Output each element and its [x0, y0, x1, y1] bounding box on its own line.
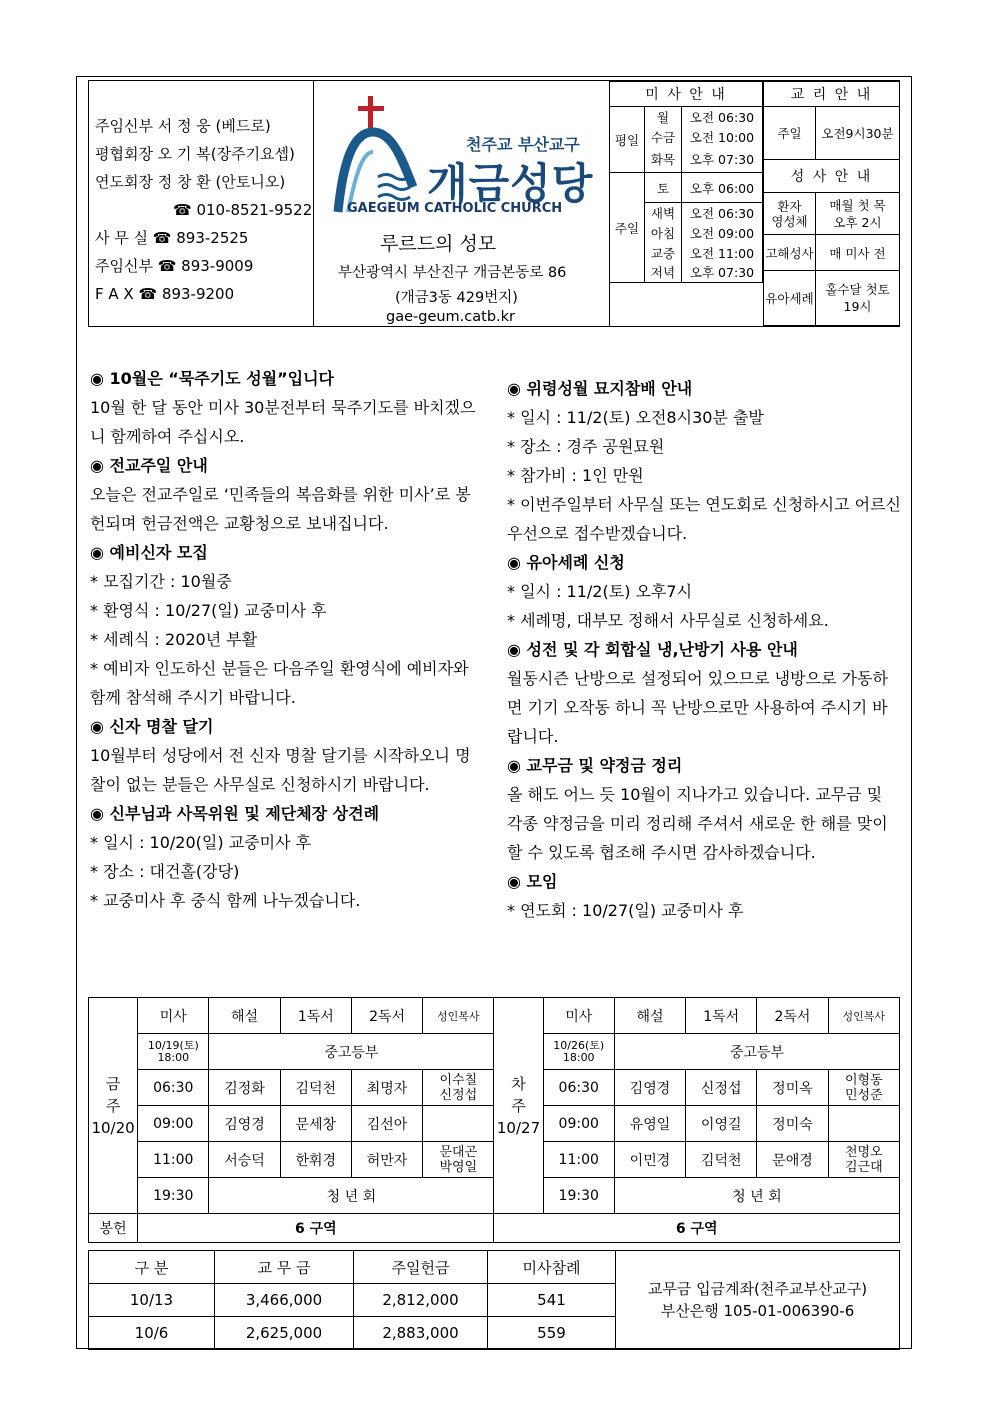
- minister-name: 문애경: [757, 1142, 828, 1178]
- left-column: [90, 364, 485, 915]
- minister-name: 유영일: [614, 1106, 685, 1142]
- col-header: 미사참례: [488, 1251, 616, 1284]
- council-line: 평협회장 오 기 복(장주기요셉): [95, 145, 295, 163]
- address-line1: 부산광역시 부산진구 개금본동로 86: [338, 265, 567, 281]
- minister-name: 김영경: [614, 1070, 685, 1106]
- weekday-label: 평일: [610, 107, 645, 173]
- account-number: 부산은행 105-01-006390-6: [660, 1302, 855, 1320]
- offering-table: [88, 1250, 900, 1350]
- minister-name: 신정섭: [686, 1070, 757, 1106]
- sacrament-name: 유아세례: [764, 271, 816, 326]
- sunday-day: 새벽: [645, 203, 682, 223]
- minister-name: 최명자: [351, 1070, 422, 1106]
- minister-name: 김덕천: [686, 1142, 757, 1178]
- col-header: 해설: [209, 998, 280, 1034]
- notice-item: * 일시 : 11/2(토) 오후7시: [507, 582, 693, 601]
- address-line2: (개금3동 429번지): [395, 290, 518, 306]
- catechism-day: 주일: [764, 107, 816, 160]
- col-header: 교 무 금: [215, 1251, 354, 1284]
- pastor-line: 주임신부 서 정 웅 (베드로): [95, 117, 271, 135]
- evening-group: 청 년 회: [614, 1178, 899, 1214]
- minister-name: 이수칠 신정섭: [423, 1070, 494, 1106]
- yeondo-line: 연도회장 정 창 환 (안토니오): [95, 173, 286, 191]
- sacrament-title: 성 사 안 내: [764, 160, 900, 193]
- mass-time: 11:00: [543, 1142, 614, 1178]
- offering-cell: 541: [488, 1284, 616, 1317]
- offering-cell: 10/6: [89, 1317, 215, 1350]
- minister-name: 문대곤 박영일: [423, 1142, 494, 1178]
- notice-text: 10월부터 성당에서 전 신자 명찰 달기를 시작하오니 명찰이 없는 분들은 사무실로 신청하시기 바랍니다.: [90, 746, 471, 794]
- minister-name: [423, 1106, 494, 1142]
- sacrament-name: 환자 영성체: [764, 193, 816, 235]
- logo-box: [313, 80, 610, 327]
- notice-item: * 세례식 : 2020년 부활: [90, 630, 258, 649]
- weekday-time: 오전 06:30: [682, 107, 763, 127]
- sunday-time: 오전 11:00: [682, 243, 763, 263]
- catechism-title: 교 리 안 내: [764, 82, 900, 107]
- weekday-day: 수금: [645, 127, 682, 147]
- minister-name: 김정화: [209, 1070, 280, 1106]
- sunday-day: 교중: [645, 243, 682, 263]
- notice-heading: ◉ 성전 및 각 회합실 냉,난방기 사용 안내: [507, 640, 798, 659]
- catechism-time: 오전9시30분: [816, 107, 900, 160]
- offering-cell: 10/13: [89, 1284, 215, 1317]
- sunday-time: 오전 09:00: [682, 223, 763, 243]
- next-week-label: 차 주 10/27: [494, 998, 543, 1214]
- sunday-time: 오전 06:30: [682, 203, 763, 223]
- notice-item: * 연도회 : 10/27(일) 교중미사 후: [507, 901, 744, 920]
- offering-cell: 559: [488, 1317, 616, 1350]
- notice-heading: ◉ 10월은 “묵주기도 성월”입니다: [90, 369, 334, 388]
- minister-name: 한휘경: [280, 1142, 351, 1178]
- minister-name: 서승덕: [209, 1142, 280, 1178]
- col-header: 구 분: [89, 1251, 215, 1284]
- minister-name: 김선아: [351, 1106, 422, 1142]
- col-header: 2독서: [757, 998, 828, 1034]
- minister-name: 천명오 김근대: [828, 1142, 899, 1178]
- sacrament-name: 고해성사: [764, 235, 816, 271]
- notice-item: * 일시 : 10/20(일) 교중미사 후: [90, 833, 312, 852]
- mass-title: 미 사 안 내: [610, 82, 763, 107]
- account-info: [616, 1251, 900, 1350]
- mass-time: 09:00: [543, 1106, 614, 1142]
- minister-name: 김영경: [209, 1106, 280, 1142]
- minister-name: [828, 1106, 899, 1142]
- offering-label: 봉헌: [89, 1214, 138, 1243]
- offering-cell: 2,625,000: [215, 1317, 354, 1350]
- saturday-day: 토: [645, 173, 682, 203]
- offering-group: 6 구역: [138, 1214, 494, 1243]
- account-line: 교무금 입금계좌(천주교부산교구): [647, 1280, 868, 1298]
- notice-heading: ◉ 교무금 및 약정금 정리: [507, 756, 683, 775]
- church-name: 개금성당: [427, 159, 594, 208]
- weekday-day: 월: [645, 107, 682, 127]
- church-english-name: GAEGEUM CATHOLIC CHURCH: [347, 201, 563, 216]
- minister-name: 이민경: [614, 1142, 685, 1178]
- patron-name: 루르드의 성모: [380, 233, 497, 255]
- mass-time: 09:00: [138, 1106, 209, 1142]
- col-header: 1독서: [686, 998, 757, 1034]
- pastor-phone: 주임신부 ☎ 893-9009: [95, 257, 254, 275]
- notice-item: * 장소 : 경주 공원묘원: [507, 437, 665, 456]
- notice-heading: ◉ 유아세례 신청: [507, 553, 625, 572]
- offering-cell: 2,812,000: [354, 1284, 488, 1317]
- sat-mass-group: 중고등부: [209, 1034, 494, 1070]
- offering-cell: 2,883,000: [354, 1317, 488, 1350]
- weekday-time: 오후 07:30: [682, 147, 763, 173]
- catechism-table: [763, 81, 900, 326]
- diocese-name: 천주교 부산교구: [466, 135, 580, 154]
- notice-text: 월동시즌 난방으로 설정되어 있으므로 냉방으로 가동하면 기기 오작동 하니 꼭 난방으로만 사용하여 주시기 바랍니다.: [507, 669, 888, 746]
- mass-time: 19:30: [138, 1178, 209, 1214]
- right-column: [507, 374, 902, 925]
- minister-name: 허만자: [351, 1142, 422, 1178]
- col-header: 2독서: [351, 998, 422, 1034]
- sacrament-value: 매 미사 전: [816, 235, 900, 271]
- col-header: 해설: [614, 998, 685, 1034]
- notice-heading: ◉ 위령성월 묘지참배 안내: [507, 379, 693, 398]
- notice-heading: ◉ 신자 명찰 달기: [90, 717, 214, 736]
- minister-name: 정미옥: [757, 1070, 828, 1106]
- this-week-label: 금 주 10/20: [89, 998, 138, 1214]
- notice-item: * 이번주일부터 사무실 또는 연도회로 신청하시고 어르신 우선으로 접수받겠습니다.: [507, 495, 902, 543]
- notice-item: * 일시 : 11/2(토) 오전8시30분 출발: [507, 408, 764, 427]
- col-header: 주일헌금: [354, 1251, 488, 1284]
- minister-name: 이형동 민성준: [828, 1070, 899, 1106]
- sunday-day: 아침: [645, 223, 682, 243]
- notice-text: 10월 한 달 동안 미사 30분전부터 묵주기도를 바치겠으니 함께하여 주십시오.: [90, 398, 476, 446]
- minister-name: 이영길: [686, 1106, 757, 1142]
- notice-text: 오늘은 전교주일로 ‘민족들의 복음화를 위한 미사’로 봉헌되며 헌금전액은 교황청으로 보내집니다.: [90, 485, 471, 533]
- notice-text: 올 해도 어느 듯 10월이 지나가고 있습니다. 교무금 및 각종 약정금을 미리 정리해 주셔서 새로운 한 해를 맞이할 수 있도록 협조해 주시면 감사하겠습니다.: [507, 785, 888, 862]
- col-header: 미사: [138, 998, 209, 1034]
- col-header: 성인복사: [423, 998, 494, 1034]
- sunday-label: 주일: [610, 173, 645, 283]
- sacrament-value: 홀수달 첫토 19시: [816, 271, 900, 326]
- notice-heading: ◉ 신부님과 사목위원 및 제단체장 상견례: [90, 804, 380, 823]
- notice-heading: ◉ 전교주일 안내: [90, 456, 208, 475]
- mass-time: 06:30: [138, 1070, 209, 1106]
- minister-name: 문세창: [280, 1106, 351, 1142]
- col-header: 성인복사: [828, 998, 899, 1034]
- notice-item: * 환영식 : 10/27(일) 교중미사 후: [90, 601, 327, 620]
- offering-cell: 3,466,000: [215, 1284, 354, 1317]
- office-phone: 사 무 실 ☎ 893-2525: [95, 229, 249, 247]
- col-header: 미사: [543, 998, 614, 1034]
- minister-name: 정미숙: [757, 1106, 828, 1142]
- minister-name: 김덕천: [280, 1070, 351, 1106]
- offering-group: 6 구역: [494, 1214, 900, 1243]
- sat-mass-time: 10/26(토) 18:00: [543, 1034, 614, 1070]
- notice-heading: ◉ 예비신자 모집: [90, 543, 208, 562]
- sat-mass-group: 중고등부: [614, 1034, 899, 1070]
- notice-item: * 참가비 : 1인 만원: [507, 466, 644, 485]
- staff-list: [95, 112, 312, 308]
- mass-time: 19:30: [543, 1178, 614, 1214]
- website-url[interactable]: gae-geum.catb.kr: [386, 309, 516, 325]
- notice-item: * 예비자 인도하신 분들은 다음주일 환영식에 예비자와 함께 참석해 주시기 바랍니다.: [90, 659, 469, 707]
- ministry-schedule-table: [88, 997, 900, 1243]
- mass-schedule-table: [609, 81, 763, 283]
- notice-heading: ◉ 모임: [507, 872, 558, 891]
- sat-mass-time: 10/19(토) 18:00: [138, 1034, 209, 1070]
- col-header: 1독서: [280, 998, 351, 1034]
- sunday-day: 저녁: [645, 263, 682, 283]
- mass-time: 11:00: [138, 1142, 209, 1178]
- notice-item: * 세례명, 대부모 정해서 사무실로 신청하세요.: [507, 611, 829, 630]
- fax-line: F A X ☎ 893-9200: [95, 285, 235, 303]
- mass-time: 06:30: [543, 1070, 614, 1106]
- notice-item: * 장소 : 대건홀(강당): [90, 862, 240, 881]
- sunday-time: 오후 07:30: [682, 263, 763, 283]
- notice-item: * 교중미사 후 중식 함께 나누겠습니다.: [90, 891, 361, 910]
- weekday-day: 화목: [645, 147, 682, 173]
- sacrament-value: 매월 첫 목 오후 2시: [816, 193, 900, 235]
- saturday-time: 오후 06:00: [682, 173, 763, 203]
- weekday-time: 오전 10:00: [682, 127, 763, 147]
- notice-item: * 모집기간 : 10월중: [90, 572, 232, 591]
- evening-group: 청 년 회: [209, 1178, 494, 1214]
- mobile-phone: ☎ 010-8521-9522: [173, 201, 313, 219]
